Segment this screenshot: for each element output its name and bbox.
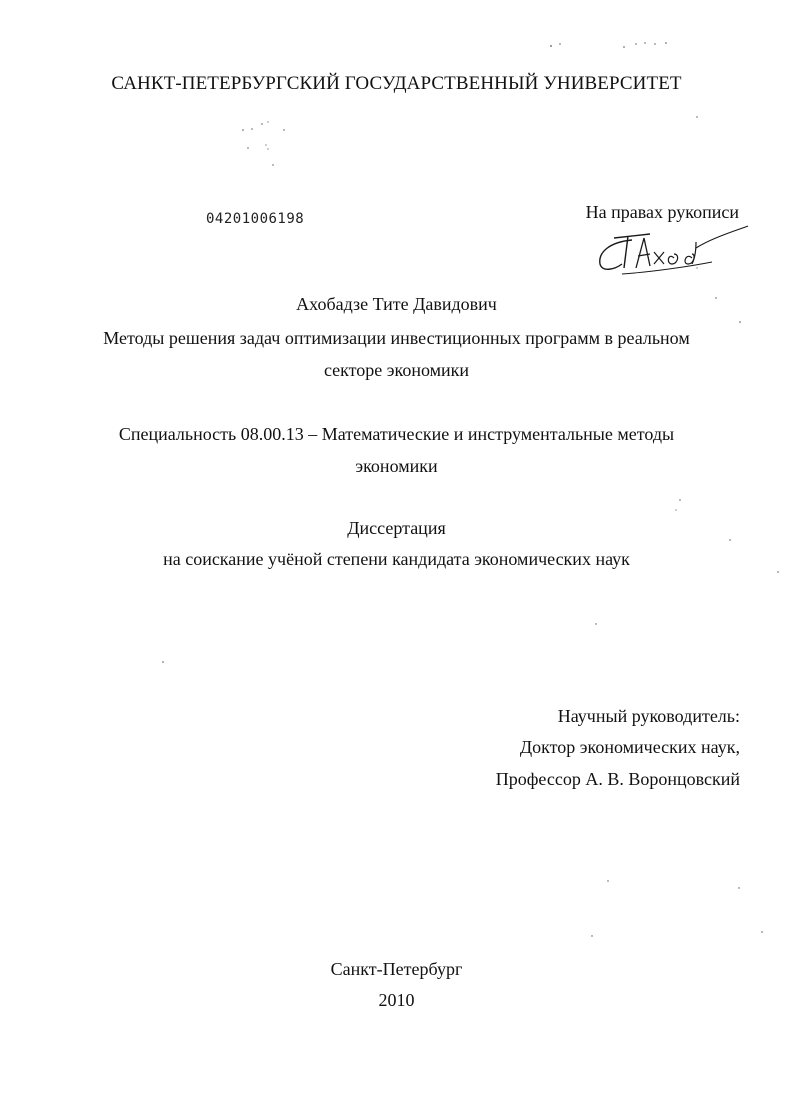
document-type: Диссертация [347, 518, 446, 538]
specialty-line-1: Специальность 08.00.13 – Математические и инструментальные методы [118, 424, 675, 444]
author-name: Ахобадзе Тите Давидович [296, 294, 497, 314]
dissertation-title-line-2: секторе экономики [323, 360, 470, 380]
supervisor-name: Профессор А. В. Воронцовский [495, 769, 740, 789]
manuscript-note: На правах рукописи [585, 202, 739, 222]
signature-image [592, 218, 752, 278]
degree-statement: на соискание учёной степени кандидата экономических наук [163, 549, 630, 569]
dissertation-title-line-1: Методы решения задач оптимизации инвестиционных программ в реальном [103, 328, 690, 348]
supervisor-degree: Доктор экономических наук, [519, 737, 740, 757]
supervisor-label: Научный руководитель: [557, 706, 740, 726]
university-name: САНКТ-ПЕТЕРБУРГСКИЙ ГОСУДАРСТВЕННЫЙ УНИВЕРСИТЕТ [111, 73, 682, 94]
city: Санкт-Петербург [330, 959, 463, 979]
year: 2010 [378, 990, 415, 1010]
archive-number: 04201006198 [206, 211, 305, 227]
specialty-line-2: экономики [355, 456, 438, 476]
